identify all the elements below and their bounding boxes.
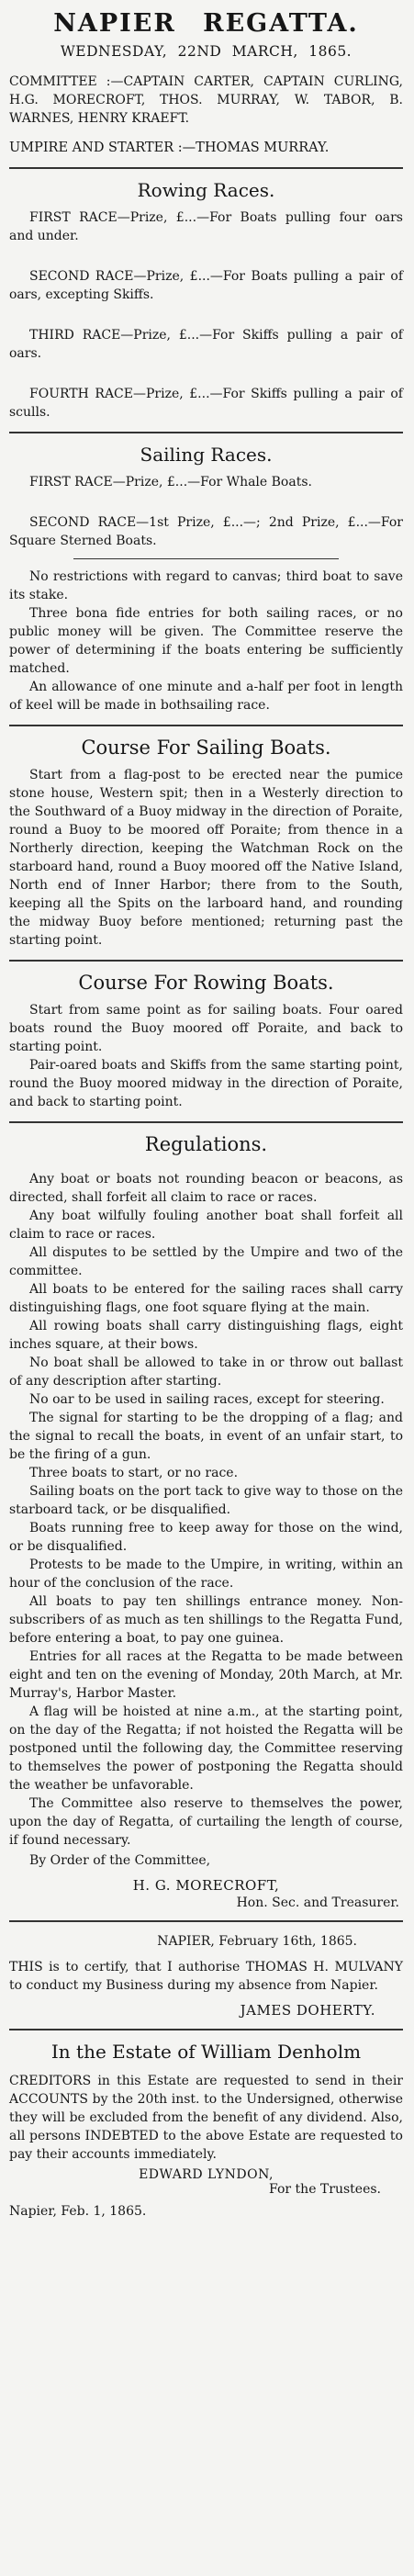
course-sailing-text: Start from a flag-post to be erected near the pumice stone house, Western spit; then in a Westerly direction to the Southward of a Buoy midway in the direction of Poraite, round a Buoy to be moored off Poraite; from thence in a Northerly direction, keeping the Watchman Rock on the starboard hand, round a Buoy moored off the Native Island, North end of Inner Harbor; there from to the South, keeping all the Spits on the larboard hand, and rounding the midway Buoy before mentioned; returning past the starting point. [9, 768, 403, 948]
sailing-note: Three bona fide entries for both sailing races, or no public money will be given. The Committee reserve the power of determining if the boats entering be sufficiently matched. [9, 606, 403, 676]
divider [9, 2029, 403, 2030]
signatory-title: Hon. Sec. and Treasurer. [236, 1895, 399, 1910]
regulation-item: Boats running free to keep away for those on the wind, or be disqualified. [9, 1521, 403, 1554]
regulation-item: All boats to be entered for the sailing races shall carry distinguishing flags, one foot square flying at the main. [9, 1282, 403, 1315]
notice-signatory: JAMES DOHERTY. [240, 2002, 375, 2019]
estate-signatory-title: For the Trustees. [269, 2182, 381, 2197]
regulation-item: All rowing boats shall carry distinguishing flags, eight inches square, at their bows. [9, 1319, 403, 1352]
notice-dateline: NAPIER, February 16th, 1865. [157, 1934, 357, 1949]
divider [9, 1920, 403, 1922]
event-dateline: WEDNESDAY, 22ND MARCH, 1865. [60, 43, 352, 60]
sailing-note: No restrictions with regard to canvas; third boat to save its stake. [9, 569, 403, 602]
rowing-races-heading: Rowing Races. [137, 179, 275, 201]
rowing-race-item: SECOND RACE—Prize, £...—For Boats pulling a pair of oars, excepting Skiffs. [9, 269, 403, 302]
divider [9, 725, 403, 726]
regulation-item: Entries for all races at the Regatta to be made between eight and ten on the evening of Monday, 20th March, at Mr. Murray's, Harbor Master. [9, 1649, 403, 1701]
regulation-item: All disputes to be settled by the Umpire and two of the committee. [9, 1245, 403, 1278]
rowing-race-item: FIRST RACE—Prize, £...—For Boats pulling four oars and under. [9, 210, 403, 243]
regulations-heading: Regulations. [144, 1133, 268, 1155]
regulation-item: Three boats to start, or no race. [29, 1466, 239, 1480]
creditors-notice: CREDITORS in this Estate are requested to send in their ACCOUNTS by the 20th inst. to the Undersigned, otherwise they will be excluded from the benefit of any dividend. Also, all persons INDEBTED to the above Estate are requested to pay their accounts immediately. [9, 2074, 403, 2162]
estate-signatory: EDWARD LYNDON, [139, 2167, 274, 2182]
sailing-race-item: FIRST RACE—Prize, £...—For Whale Boats. [29, 475, 312, 489]
course-rowing-heading: Course For Rowing Boats. [78, 972, 334, 994]
regulation-item: Protests to be made to the Umpire, in writing, within an hour of the conclusion of the race. [9, 1558, 403, 1591]
regulation-item: Sailing boats on the port tack to give way to those on the starboard tack, or be disqualified. [9, 1484, 403, 1517]
course-rowing-text: Start from same point as for sailing boats. Four oared boats round the Buoy moored off Poraite, and back to starting point. [9, 1003, 403, 1054]
estate-heading: In the Estate of William Denholm [50, 2041, 362, 2063]
divider [9, 432, 403, 433]
regulation-item: A flag will be hoisted at nine a.m., at the starting point, on the day of the Regatta; if not hoisted the Regatta will be postponed until the following day, the Committee reserving to themselves the power of postponing the Regatta should the weather be unfavorable. [9, 1704, 403, 1793]
divider [9, 960, 403, 962]
divider [9, 167, 403, 169]
signatory-name: H. G. MORECROFT, [132, 1877, 280, 1894]
page-title: NAPIER REGATTA. [53, 9, 359, 38]
umpire-line: UMPIRE AND STARTER :—THOMAS MURRAY. [9, 141, 330, 155]
authorisation-notice: THIS is to certify, that I authorise THOMAS H. MULVANY to conduct my Business during my absence from Napier. [9, 1960, 403, 1993]
course-sailing-heading: Course For Sailing Boats. [81, 737, 331, 759]
sailing-races-heading: Sailing Races. [140, 444, 273, 466]
regulation-item: Any boat wilfully fouling another boat shall forfeit all claim to race or races. [9, 1209, 403, 1242]
sailing-note: An allowance of one minute and a-half per foot in length of keel will be made in bothsailing race. [9, 680, 403, 713]
regulation-item: The signal for starting to be the dropping of a flag; and the signal to recall the boats, in event of an unfair start, to be the firing of a gun. [9, 1411, 403, 1462]
by-order-line: By Order of the Committee, [29, 1853, 211, 1868]
regulation-item: No oar to be used in sailing races, except for steering. [29, 1392, 385, 1407]
divider [9, 1121, 403, 1123]
committee-list: COMMITTEE :—CAPTAIN CARTER, CAPTAIN CURLING, H.G. MORECROFT, THOS. MURRAY, W. TABOR, B. WARNES, HENRY KRAEFT. [9, 74, 403, 126]
regulation-item: The Committee also reserve to themselves the power, upon the day of Regatta, of curtailing the length of course, if found necessary. [9, 1796, 403, 1848]
sailing-race-item: SECOND RACE—1st Prize, £...—; 2nd Prize, £...—For Square Sterned Boats. [9, 515, 403, 548]
divider [73, 558, 339, 559]
rowing-race-item: THIRD RACE—Prize, £...—For Skiffs pulling a pair of oars. [9, 328, 403, 361]
estate-dateline: Napier, Feb. 1, 1865. [9, 2204, 147, 2219]
course-rowing-text: Pair-oared boats and Skiffs from the same starting point, round the Buoy moored midway in the direction of Poraite, and back to starting point. [9, 1058, 403, 1109]
regulation-item: No boat shall be allowed to take in or throw out ballast of any description after starting. [9, 1355, 403, 1389]
regulation-item: Any boat or boats not rounding beacon or beacons, as directed, shall forfeit all claim to race or races. [9, 1172, 403, 1205]
rowing-race-item: FOURTH RACE—Prize, £...—For Skiffs pulling a pair of sculls. [9, 387, 403, 420]
regulation-item: All boats to pay ten shillings entrance money. Non-subscribers of as much as ten shillings to the Regatta Fund, before entering a boat, to pay one guinea. [9, 1594, 403, 1646]
